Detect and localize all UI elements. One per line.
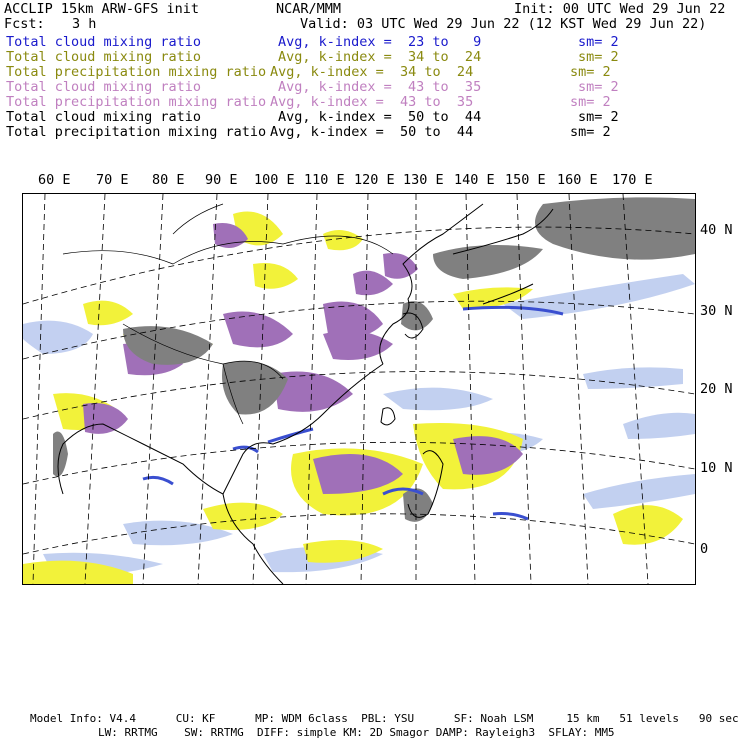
latitude-label: 20 N — [700, 381, 733, 397]
legend-row-field: Total cloud mixing ratio — [6, 49, 202, 65]
forecast-label: Fcst: — [4, 16, 45, 32]
longitude-label: 140 E — [454, 172, 495, 188]
legend-row-avg: Avg, k-index = 34 to 24 — [270, 64, 474, 80]
latitude-label: 30 N — [700, 303, 733, 319]
legend-row-sm: sm= 2 — [570, 94, 611, 110]
legend-row-avg: Avg, k-index = 23 to 9 — [278, 34, 482, 50]
legend-row-sm: sm= 2 — [578, 79, 619, 95]
longitude-label: 160 E — [557, 172, 598, 188]
legend-row-field: Total cloud mixing ratio — [6, 79, 202, 95]
legend-row-avg: Avg, k-index = 50 to 44 — [278, 109, 482, 125]
legend-row-sm: sm= 2 — [570, 64, 611, 80]
map-canvas — [23, 194, 695, 584]
forecast-hour: 3 h — [72, 16, 97, 32]
longitude-label: 100 E — [254, 172, 295, 188]
legend-row-sm: sm= 2 — [570, 124, 611, 140]
legend-row-field: Total precipitation mixing ratio — [6, 124, 267, 140]
legend-row-field: Total cloud mixing ratio — [6, 109, 202, 125]
forecast-map — [22, 193, 696, 585]
longitude-label: 80 E — [152, 172, 185, 188]
latitude-label: 0 — [700, 541, 709, 557]
legend-row-avg: Avg, k-index = 43 to 35 — [278, 79, 482, 95]
legend-row-sm: sm= 2 — [578, 109, 619, 125]
longitude-label: 60 E — [38, 172, 71, 188]
model-info-line1: Model Info: V4.4 CU: KF MP: WDM 6class PBL: YSU SF: Noah LSM 15 km 51 levels 90 sec — [30, 712, 739, 725]
longitude-label: 70 E — [96, 172, 129, 188]
latitude-label: 40 N — [700, 222, 733, 238]
legend-row-field: Total precipitation mixing ratio — [6, 94, 267, 110]
longitude-label: 120 E — [354, 172, 395, 188]
latitude-label: 10 N — [700, 460, 733, 476]
valid-time: Valid: 03 UTC Wed 29 Jun 22 (12 KST Wed 29 Jun 22) — [300, 16, 707, 32]
legend-row-avg: Avg, k-index = 34 to 24 — [278, 49, 482, 65]
mid-cloud-layer — [23, 212, 683, 585]
longitude-label: 170 E — [612, 172, 653, 188]
legend-row-sm: sm= 2 — [578, 34, 619, 50]
longitude-label: 90 E — [205, 172, 238, 188]
legend-row-avg: Avg, k-index = 50 to 44 — [270, 124, 474, 140]
init-time: Init: 00 UTC Wed 29 Jun 22 — [514, 1, 726, 17]
longitude-label: 130 E — [403, 172, 444, 188]
legend-row-avg: Avg, k-index = 43 to 35 — [270, 94, 474, 110]
legend-row-sm: sm= 2 — [578, 49, 619, 65]
longitude-label: 110 E — [304, 172, 345, 188]
organization-label: NCAR/MMM — [276, 1, 342, 17]
longitude-label: 150 E — [505, 172, 546, 188]
legend-row-field: Total cloud mixing ratio — [6, 34, 202, 50]
model-title: ACCLIP 15km ARW-GFS init — [4, 1, 200, 17]
legend-row-field: Total precipitation mixing ratio — [6, 64, 267, 80]
model-info-line2: LW: RRTMG SW: RRTMG DIFF: simple KM: 2D Smagor DAMP: Rayleigh3 SFLAY: MM5 — [98, 726, 615, 739]
